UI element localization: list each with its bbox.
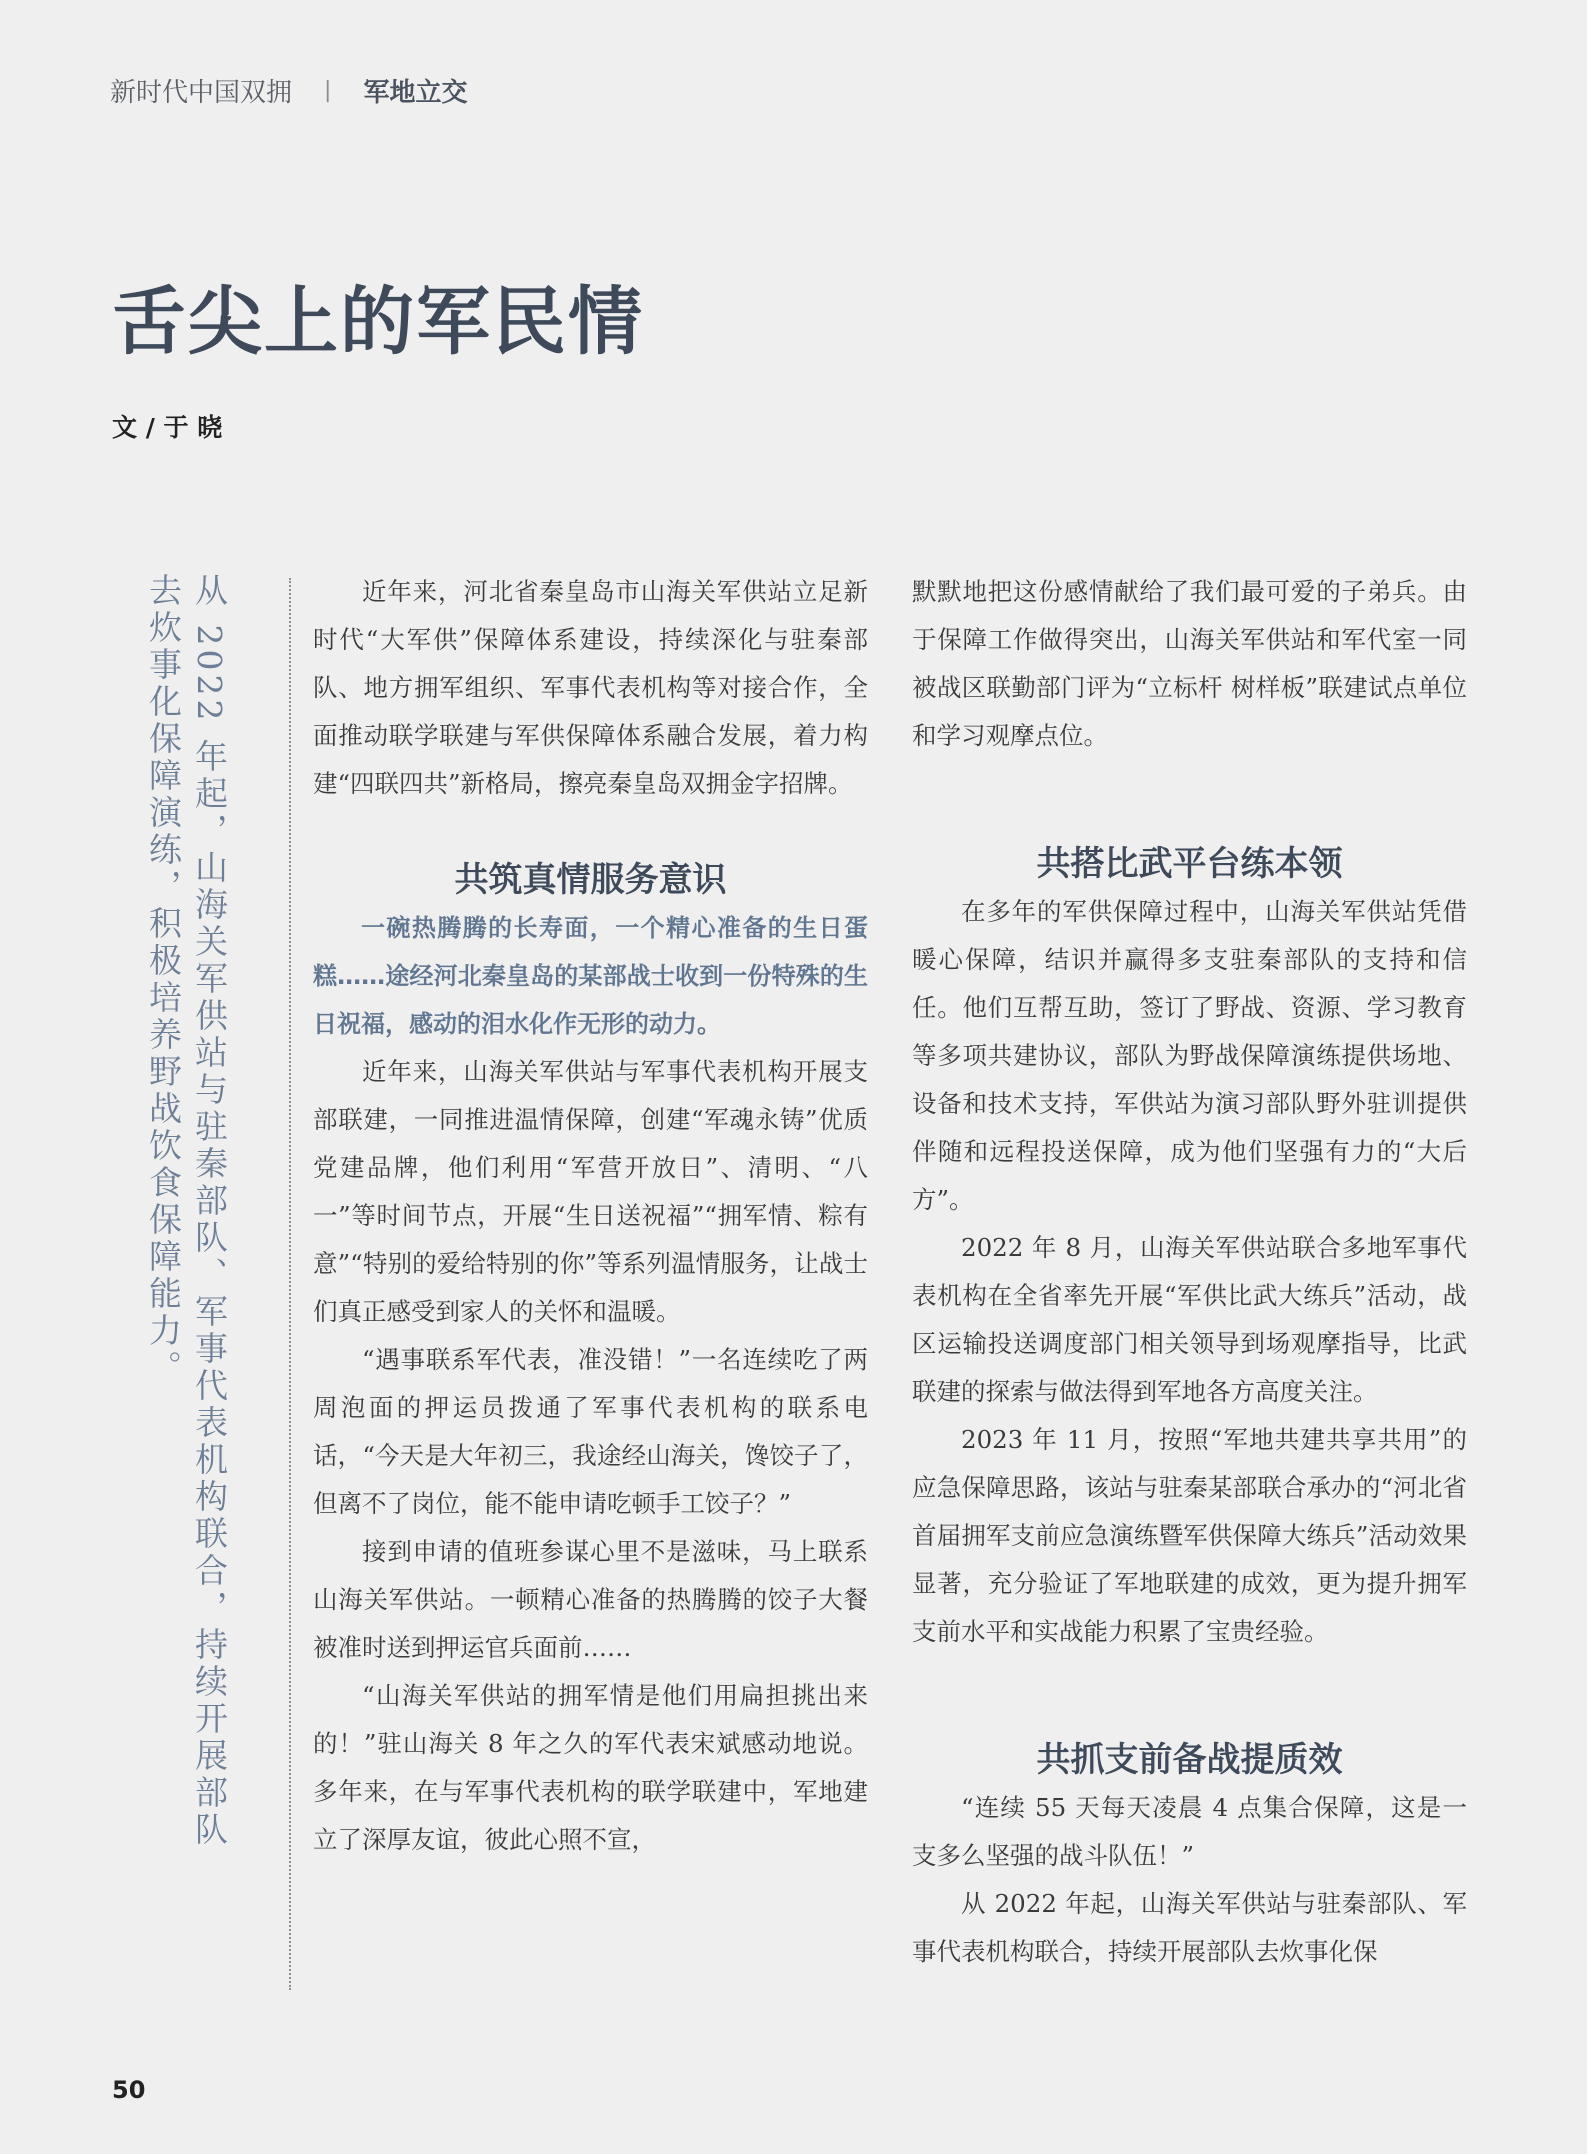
running-header [110,70,467,110]
body-paragraph: 从 2022 年起，山海关军供站与驻秦部队、军事代表机构联合，持续开展部队去炊事化保 [912,1889,1467,1966]
column-divider [289,578,291,1990]
body-paragraph: “山海关军供站的拥军情是他们用扁担挑出来的！”驻山海关 8 年之久的军代表宋斌感动地说。多年来，在与军事代表机构的联学联建中，军地建立了深厚友谊，彼此心照不宣， [313,1681,868,1854]
body-paragraph: “遇事联系军代表，准没错！”一名连续吃了两周泡面的押运员拨通了军事代表机构的联系电话，“今天是大年初三，我途经山海关，馋饺子了，但离不了岗位，能不能申请吃顿手工饺子？” [313,1345,868,1518]
body-paragraph: 2023 年 11 月，按照“军地共建共享共用”的应急保障思路，该站与驻秦某部联合承办的“河北省首届拥军支前应急演练暨军供保障大练兵”活动效果显著，充分验证了军地联建的成效，更为提升拥军支前水平和实战能力积累了宝贵经验。 [912,1425,1467,1646]
pull-quote: 从 2022 年起，山海关军供站与驻秦部队、军事代表机构联合，持续开展部队去炊事化保障演练，积极培养野战饮食保障能力。 [144,573,229,1849]
magazine-name: 新时代中国双拥 [110,77,293,108]
section-heading: 共抓支前备战提质效 [1036,1740,1343,1780]
body-paragraph: 接到申请的值班参谋心里不是滋味，马上联系山海关军供站。一顿精心准备的热腾腾的饺子大餐被准时送到押运官兵面前…… [313,1537,868,1662]
section-heading: 共筑真情服务意识 [454,860,727,900]
header-divider: | [324,77,332,103]
lead-paragraph: 一碗热腾腾的长寿面，一个精心准备的生日蛋糕……途经河北秦皇岛的某部战士收到一份特殊的生日祝福，感动的泪水化作无形的动力。 [313,914,868,1038]
section-heading: 共搭比武平台练本领 [1036,844,1343,884]
intro-paragraph: 近年来，河北省秦皇岛市山海关军供站立足新时代“大军供”保障体系建设，持续深化与驻秦部队、地方拥军组织、军事代表机构等对接合作，全面推动联学联建与军供保障体系融合发展，着力构建“四联四共”新格局，擦亮秦皇岛双拥金字招牌。 [313,577,868,798]
page-number: 50 [112,2076,146,2104]
article-title: 舌尖上的军民情 [112,279,644,365]
text-column-1 [313,568,868,1864]
body-paragraph: “连续 55 天每天凌晨 4 点集合保障，这是一支多么坚强的战斗队伍！” [912,1793,1467,1870]
text-column-2 [912,568,1467,1976]
body-paragraph: 近年来，山海关军供站与军事代表机构开展支部联建，一同推进温情保障，创建“军魂永铸”优质党建品牌，他们利用“军营开放日”、清明、“八一”等时间节点，开展“生日送祝福”“拥军情、粽有意”“特别的爱给特别的你”等系列温情服务，让战士们真正感受到家人的关怀和温暖。 [313,1057,868,1326]
byline: 文 / 于 晓 [112,413,223,442]
body-paragraph: 2022 年 8 月，山海关军供站联合多地军事代表机构在全省率先开展“军供比武大练兵”活动，战区运输投送调度部门相关领导到场观摩指导，比武联建的探索与做法得到军地各方高度关注。 [912,1233,1467,1406]
body-paragraph: 在多年的军供保障过程中，山海关军供站凭借暖心保障，结识并赢得多支驻秦部队的支持和信任。他们互帮互助，签订了野战、资源、学习教育等多项共建协议，部队为野战保障演练提供场地、设备和技术支持，军供站为演习部队野外驻训提供伴随和远程投送保障，成为他们坚强有力的“大后方”。 [912,897,1467,1214]
continued-paragraph: 默默地把这份感情献给了我们最可爱的子弟兵。由于保障工作做得突出，山海关军供站和军代室一同被战区联勤部门评为“立标杆 树样板”联建试点单位和学习观摩点位。 [912,577,1467,750]
section-name: 军地立交 [363,77,468,108]
